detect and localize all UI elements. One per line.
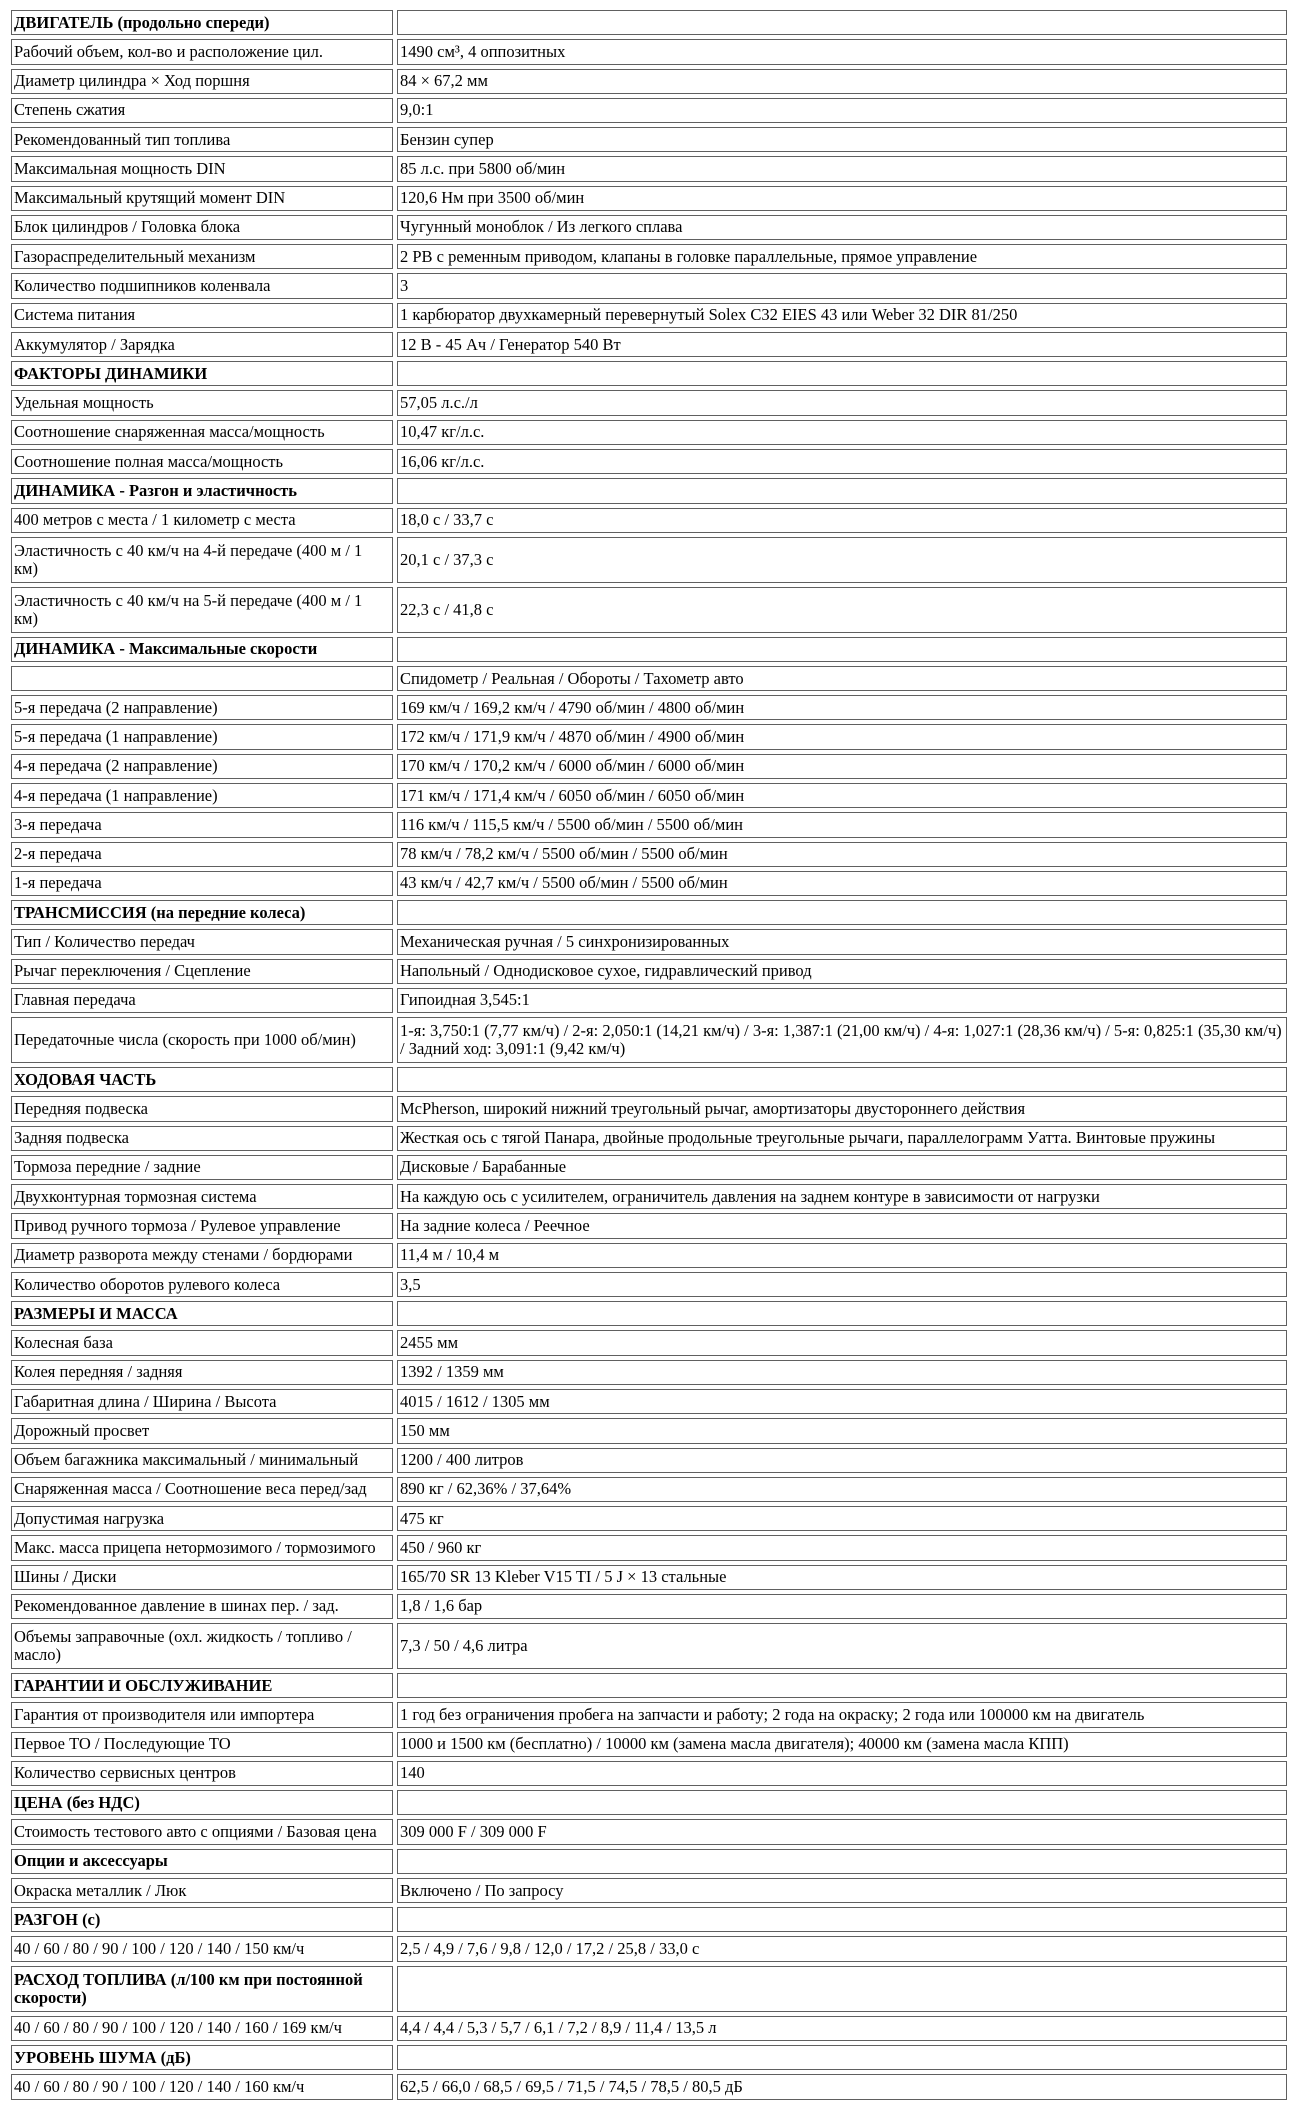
section-title: ХОДОВАЯ ЧАСТЬ xyxy=(11,1067,393,1092)
spec-value: 7,3 / 50 / 4,6 литра xyxy=(397,1623,1287,1669)
section-header-row xyxy=(11,1849,1287,1874)
section-header-row xyxy=(11,1907,1287,1932)
spec-row xyxy=(11,1360,1287,1385)
section-title: ФАКТОРЫ ДИНАМИКИ xyxy=(11,361,393,386)
spec-row xyxy=(11,754,1287,779)
spec-value: McPherson, широкий нижний треугольный рычаг, амортизаторы двустороннего действия xyxy=(397,1096,1287,1121)
spec-row xyxy=(11,1535,1287,1560)
spec-label: Колея передняя / задняя xyxy=(11,1360,393,1385)
spec-label: Диаметр цилиндра × Ход поршня xyxy=(11,69,393,94)
spec-value: 170 км/ч / 170,2 км/ч / 6000 об/мин / 6000 об/мин xyxy=(397,754,1287,779)
spec-label: Передаточные числа (скорость при 1000 об/мин) xyxy=(11,1017,393,1063)
section-title: ГАРАНТИИ И ОБСЛУЖИВАНИЕ xyxy=(11,1673,393,1698)
spec-value: Чугунный моноблок / Из легкого сплава xyxy=(397,215,1287,240)
spec-value: 10,47 кг/л.с. xyxy=(397,420,1287,445)
spec-label: Колесная база xyxy=(11,1330,393,1355)
spec-row xyxy=(11,127,1287,152)
spec-value: Включено / По запросу xyxy=(397,1878,1287,1903)
spec-label: Система питания xyxy=(11,303,393,328)
spec-label: 40 / 60 / 80 / 90 / 100 / 120 / 140 / 160 км/ч xyxy=(11,2074,393,2100)
spec-row xyxy=(11,1213,1287,1238)
spec-value: 18,0 с / 33,7 с xyxy=(397,508,1287,533)
spec-label xyxy=(11,666,393,691)
spec-label: Рычаг переключения / Сцепление xyxy=(11,959,393,984)
spec-row xyxy=(11,449,1287,474)
spec-row xyxy=(11,842,1287,867)
spec-label: Окраска металлик / Люк xyxy=(11,1878,393,1903)
section-empty-cell xyxy=(397,900,1287,925)
section-empty-cell xyxy=(397,1301,1287,1326)
spec-label: Снаряженная масса / Соотношение веса перед/зад xyxy=(11,1477,393,1502)
spec-row xyxy=(11,1761,1287,1786)
spec-label: 5-я передача (2 направление) xyxy=(11,695,393,720)
spec-label: 4-я передача (2 направление) xyxy=(11,754,393,779)
spec-value: 84 × 67,2 мм xyxy=(397,69,1287,94)
spec-row xyxy=(11,783,1287,808)
spec-value: Механическая ручная / 5 синхронизированных xyxy=(397,929,1287,954)
spec-label: Удельная мощность xyxy=(11,390,393,415)
spec-row xyxy=(11,508,1287,533)
spec-value: 1000 и 1500 км (бесплатно) / 10000 км (замена масла двигателя); 40000 км (замена масла КПП) xyxy=(397,1732,1287,1757)
section-empty-cell xyxy=(397,478,1287,503)
spec-row xyxy=(11,156,1287,181)
spec-row xyxy=(11,244,1287,269)
spec-value: 171 км/ч / 171,4 км/ч / 6050 об/мин / 6050 об/мин xyxy=(397,783,1287,808)
spec-row xyxy=(11,1155,1287,1180)
spec-label: Степень сжатия xyxy=(11,98,393,123)
spec-label: Количество подшипников коленвала xyxy=(11,273,393,298)
spec-row xyxy=(11,1448,1287,1473)
spec-value: Жесткая ось с тягой Панара, двойные продольные треугольные рычаги, параллелограмм Уатта. Винтовые пружины xyxy=(397,1126,1287,1151)
spec-label: 3-я передача xyxy=(11,812,393,837)
spec-row xyxy=(11,1096,1287,1121)
spec-value: 4,4 / 4,4 / 5,3 / 5,7 / 6,1 / 7,2 / 8,9 / 11,4 / 13,5 л xyxy=(397,2016,1287,2041)
spec-table-body xyxy=(11,10,1287,2100)
section-empty-cell xyxy=(397,361,1287,386)
spec-label: Тип / Количество передач xyxy=(11,929,393,954)
spec-label: Тормоза передние / задние xyxy=(11,1155,393,1180)
spec-row xyxy=(11,390,1287,415)
spec-label: 400 метров с места / 1 километр с места xyxy=(11,508,393,533)
spec-row xyxy=(11,1623,1287,1669)
spec-value: На каждую ось с усилителем, ограничитель давления на заднем контуре в зависимости от нагрузки xyxy=(397,1184,1287,1209)
section-header-row xyxy=(11,1673,1287,1698)
spec-row xyxy=(11,420,1287,445)
spec-label: Первое ТО / Последующие ТО xyxy=(11,1732,393,1757)
spec-label: Аккумулятор / Зарядка xyxy=(11,332,393,357)
spec-value: 169 км/ч / 169,2 км/ч / 4790 об/мин / 4800 об/мин xyxy=(397,695,1287,720)
spec-row xyxy=(11,215,1287,240)
spec-value: 890 кг / 62,36% / 37,64% xyxy=(397,1477,1287,1502)
spec-value: 450 / 960 кг xyxy=(397,1535,1287,1560)
spec-row xyxy=(11,1126,1287,1151)
spec-row xyxy=(11,812,1287,837)
spec-value: Дисковые / Барабанные xyxy=(397,1155,1287,1180)
spec-value: Напольный / Однодисковое сухое, гидравлический привод xyxy=(397,959,1287,984)
spec-row xyxy=(11,1936,1287,1961)
spec-label: Допустимая нагрузка xyxy=(11,1506,393,1531)
spec-value: 2 РВ с ременным приводом, клапаны в головке параллельные, прямое управление xyxy=(397,244,1287,269)
spec-label: Шины / Диски xyxy=(11,1565,393,1590)
section-empty-cell xyxy=(397,1849,1287,1874)
spec-value: 1200 / 400 литров xyxy=(397,1448,1287,1473)
spec-value: 4015 / 1612 / 1305 мм xyxy=(397,1389,1287,1414)
spec-label: Эластичность с 40 км/ч на 5-й передаче (400 м / 1 км) xyxy=(11,587,393,633)
spec-value: 475 кг xyxy=(397,1506,1287,1531)
spec-row xyxy=(11,1330,1287,1355)
spec-label: 2-я передача xyxy=(11,842,393,867)
spec-row xyxy=(11,1418,1287,1443)
spec-value: Бензин супер xyxy=(397,127,1287,152)
spec-value: 22,3 с / 41,8 с xyxy=(397,587,1287,633)
spec-label: Объем багажника максимальный / минимальный xyxy=(11,1448,393,1473)
section-title: РАСХОД ТОПЛИВА (л/100 км при постоянной скорости) xyxy=(11,1966,393,2012)
spec-row xyxy=(11,1389,1287,1414)
spec-row xyxy=(11,1565,1287,1590)
section-empty-cell xyxy=(397,1673,1287,1698)
spec-label: 1-я передача xyxy=(11,871,393,896)
spec-row xyxy=(11,69,1287,94)
spec-value: Спидометр / Реальная / Обороты / Тахометр авто xyxy=(397,666,1287,691)
spec-value: 9,0:1 xyxy=(397,98,1287,123)
spec-row xyxy=(11,332,1287,357)
spec-row xyxy=(11,1477,1287,1502)
spec-value: На задние колеса / Реечное xyxy=(397,1213,1287,1238)
spec-label: Рабочий объем, кол-во и расположение цил. xyxy=(11,39,393,64)
spec-row xyxy=(11,1819,1287,1844)
spec-label: Рекомендованный тип топлива xyxy=(11,127,393,152)
spec-label: 40 / 60 / 80 / 90 / 100 / 120 / 140 / 160 / 169 км/ч xyxy=(11,2016,393,2041)
section-header-row xyxy=(11,1966,1287,2012)
section-empty-cell xyxy=(397,637,1287,662)
section-header-row xyxy=(11,478,1287,503)
spec-row xyxy=(11,1732,1287,1757)
spec-value: 1 год без ограничения пробега на запчасти и работу; 2 года на окраску; 2 года или 100000 км на двигатель xyxy=(397,1702,1287,1727)
spec-label: Эластичность с 40 км/ч на 4-й передаче (400 м / 1 км) xyxy=(11,537,393,583)
section-title: ДВИГАТЕЛЬ (продольно спереди) xyxy=(11,10,393,35)
spec-value: 3,5 xyxy=(397,1272,1287,1297)
spec-label: Стоимость тестового авто с опциями / Базовая цена xyxy=(11,1819,393,1844)
spec-label: Количество оборотов рулевого колеса xyxy=(11,1272,393,1297)
section-header-row xyxy=(11,10,1287,35)
section-empty-cell xyxy=(397,10,1287,35)
spec-value: 120,6 Нм при 3500 об/мин xyxy=(397,186,1287,211)
spec-row xyxy=(11,1702,1287,1727)
spec-row xyxy=(11,1878,1287,1903)
spec-value: 1-я: 3,750:1 (7,77 км/ч) / 2-я: 2,050:1 (14,21 км/ч) / 3-я: 1,387:1 (21,00 км/ч) / 4-я: 1,027:1 (28,36 км/ч) / 5-я: 0,825:1 (35,30 км/ч) / Задний ход: 3,091:1 (9,42 км/ч) xyxy=(397,1017,1287,1063)
section-empty-cell xyxy=(397,1790,1287,1815)
section-empty-cell xyxy=(397,1966,1287,2012)
spec-label: Передняя подвеска xyxy=(11,1096,393,1121)
spec-value: 150 мм xyxy=(397,1418,1287,1443)
spec-row xyxy=(11,1017,1287,1063)
spec-row xyxy=(11,186,1287,211)
spec-label: Соотношение полная масса/мощность xyxy=(11,449,393,474)
section-header-row xyxy=(11,1301,1287,1326)
spec-value: 309 000 F / 309 000 F xyxy=(397,1819,1287,1844)
section-title: РАЗМЕРЫ И МАССА xyxy=(11,1301,393,1326)
spec-row xyxy=(11,39,1287,64)
spec-row xyxy=(11,1243,1287,1268)
section-title: РАЗГОН (с) xyxy=(11,1907,393,1932)
spec-row xyxy=(11,1272,1287,1297)
spec-row xyxy=(11,871,1287,896)
spec-value: 1 карбюратор двухкамерный перевернутый Solex C32 EIES 43 или Weber 32 DIR 81/250 xyxy=(397,303,1287,328)
spec-value: 57,05 л.с./л xyxy=(397,390,1287,415)
spec-label: 4-я передача (1 направление) xyxy=(11,783,393,808)
spec-row xyxy=(11,666,1287,691)
spec-value: 85 л.с. при 5800 об/мин xyxy=(397,156,1287,181)
section-empty-cell xyxy=(397,1907,1287,1932)
spec-value: 1490 см³, 4 оппозитных xyxy=(397,39,1287,64)
spec-label: Габаритная длина / Ширина / Высота xyxy=(11,1389,393,1414)
spec-value: 140 xyxy=(397,1761,1287,1786)
spec-value: 172 км/ч / 171,9 км/ч / 4870 об/мин / 4900 об/мин xyxy=(397,724,1287,749)
spec-row xyxy=(11,273,1287,298)
spec-row xyxy=(11,587,1287,633)
spec-row xyxy=(11,929,1287,954)
section-header-row xyxy=(11,900,1287,925)
spec-value: 1392 / 1359 мм xyxy=(397,1360,1287,1385)
spec-row xyxy=(11,303,1287,328)
spec-value: 12 В - 45 Ач / Генератор 540 Вт xyxy=(397,332,1287,357)
spec-value: Гипоидная 3,545:1 xyxy=(397,988,1287,1013)
spec-value: 165/70 SR 13 Kleber V15 TI / 5 J × 13 стальные xyxy=(397,1565,1287,1590)
spec-label: Блок цилиндров / Головка блока xyxy=(11,215,393,240)
spec-value: 116 км/ч / 115,5 км/ч / 5500 об/мин / 5500 об/мин xyxy=(397,812,1287,837)
section-empty-cell xyxy=(397,2045,1287,2070)
spec-value: 3 xyxy=(397,273,1287,298)
spec-value: 11,4 м / 10,4 м xyxy=(397,1243,1287,1268)
spec-row xyxy=(11,1506,1287,1531)
spec-label: Максимальный крутящий момент DIN xyxy=(11,186,393,211)
spec-label: Объемы заправочные (охл. жидкость / топливо / масло) xyxy=(11,1623,393,1669)
spec-row xyxy=(11,1594,1287,1619)
spec-label: 40 / 60 / 80 / 90 / 100 / 120 / 140 / 150 км/ч xyxy=(11,1936,393,1961)
spec-label: Гарантия от производителя или импортера xyxy=(11,1702,393,1727)
spec-row xyxy=(11,98,1287,123)
spec-label: 5-я передача (1 направление) xyxy=(11,724,393,749)
section-title: ДИНАМИКА - Максимальные скорости xyxy=(11,637,393,662)
section-header-row xyxy=(11,361,1287,386)
spec-label: Рекомендованное давление в шинах пер. / зад. xyxy=(11,1594,393,1619)
section-empty-cell xyxy=(397,1067,1287,1092)
spec-value: 78 км/ч / 78,2 км/ч / 5500 об/мин / 5500 об/мин xyxy=(397,842,1287,867)
spec-row xyxy=(11,988,1287,1013)
section-title: Опции и аксессуары xyxy=(11,1849,393,1874)
spec-label: Дорожный просвет xyxy=(11,1418,393,1443)
spec-label: Привод ручного тормоза / Рулевое управление xyxy=(11,1213,393,1238)
spec-value: 43 км/ч / 42,7 км/ч / 5500 об/мин / 5500 об/мин xyxy=(397,871,1287,896)
spec-label: Двухконтурная тормозная система xyxy=(11,1184,393,1209)
spec-row xyxy=(11,1184,1287,1209)
spec-row xyxy=(11,695,1287,720)
spec-row xyxy=(11,2016,1287,2041)
spec-row xyxy=(11,959,1287,984)
spec-label: Максимальная мощность DIN xyxy=(11,156,393,181)
spec-row xyxy=(11,2074,1287,2100)
spec-value: 2455 мм xyxy=(397,1330,1287,1355)
section-title: ТРАНСМИССИЯ (на передние колеса) xyxy=(11,900,393,925)
spec-label: Задняя подвеска xyxy=(11,1126,393,1151)
section-header-row xyxy=(11,2045,1287,2070)
spec-value: 16,06 кг/л.с. xyxy=(397,449,1287,474)
spec-value: 1,8 / 1,6 бар xyxy=(397,1594,1287,1619)
spec-label: Главная передача xyxy=(11,988,393,1013)
spec-row xyxy=(11,537,1287,583)
spec-label: Макс. масса прицепа нетормозимого / тормозимого xyxy=(11,1535,393,1560)
section-header-row xyxy=(11,1067,1287,1092)
spec-label: Диаметр разворота между стенами / бордюрами xyxy=(11,1243,393,1268)
spec-table xyxy=(7,6,1291,2104)
spec-label: Газораспределительный механизм xyxy=(11,244,393,269)
spec-label: Количество сервисных центров xyxy=(11,1761,393,1786)
spec-value: 20,1 с / 37,3 с xyxy=(397,537,1287,583)
section-title: УРОВЕНЬ ШУМА (дБ) xyxy=(11,2045,393,2070)
section-title: ДИНАМИКА - Разгон и эластичность xyxy=(11,478,393,503)
section-header-row xyxy=(11,1790,1287,1815)
spec-value: 62,5 / 66,0 / 68,5 / 69,5 / 71,5 / 74,5 / 78,5 / 80,5 дБ xyxy=(397,2074,1287,2100)
spec-label: Соотношение снаряженная масса/мощность xyxy=(11,420,393,445)
section-title: ЦЕНА (без НДС) xyxy=(11,1790,393,1815)
section-header-row xyxy=(11,637,1287,662)
spec-value: 2,5 / 4,9 / 7,6 / 9,8 / 12,0 / 17,2 / 25,8 / 33,0 с xyxy=(397,1936,1287,1961)
spec-row xyxy=(11,724,1287,749)
